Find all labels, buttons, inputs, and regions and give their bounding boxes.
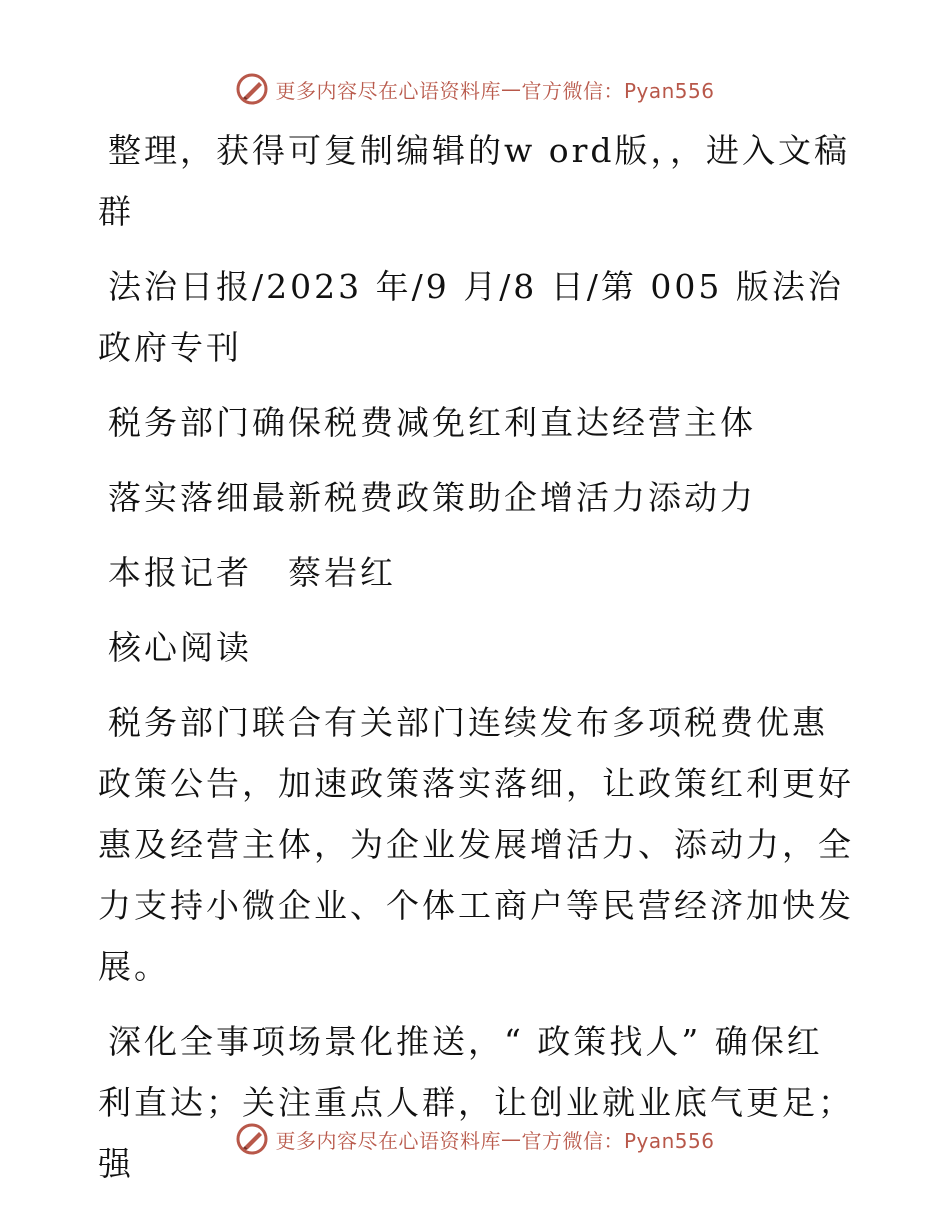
watermark-contact: 官方微信：Pyan556 (521, 78, 715, 103)
core-reading-heading: 核心阅读 (108, 628, 252, 667)
article-subtitle: 落实落细最新税费政策助企增活力添动力 (108, 478, 756, 517)
header-watermark (0, 72, 950, 106)
article-byline: 本报记者 蔡岩红 (108, 553, 396, 592)
watermark-contact: 官方微信：Pyan556 (521, 1128, 715, 1153)
watermark-text: 更多内容尽在心语资料库 (275, 1128, 501, 1153)
paragraph-intro: 整理，获得可复制编辑的w ord版，，进入文稿群 (98, 131, 851, 231)
watermark-dash: — (500, 1127, 522, 1151)
paragraph-summary: 税务部门联合有关部门连续发布多项税费优惠政策公告，加速政策落实落细，让政策红利更好惠及经营主体，为企业发展增活力、添动力，全力支持小微企业、个体工商户等民营经济加快发展。 (98, 703, 854, 986)
watermark-dash: — (500, 77, 522, 101)
paragraph-body: 深化全事项场景化推送，“ 政策找人” 确保红利直达；关注重点人群，让创业就业底气更足；强 (98, 1022, 854, 1183)
footer-watermark (0, 1122, 950, 1156)
watermark-text: 更多内容尽在心语资料库 (275, 78, 501, 103)
article-title: 税务部门确保税费减免红利直达经营主体 (108, 403, 756, 442)
paragraph-source: 法治日报/2023 年/9 月/8 日/第 005 版法治政府专刊 (98, 267, 844, 367)
document-body (98, 120, 858, 1208)
pen-logo-icon (235, 72, 269, 106)
pen-logo-icon (235, 1122, 269, 1156)
